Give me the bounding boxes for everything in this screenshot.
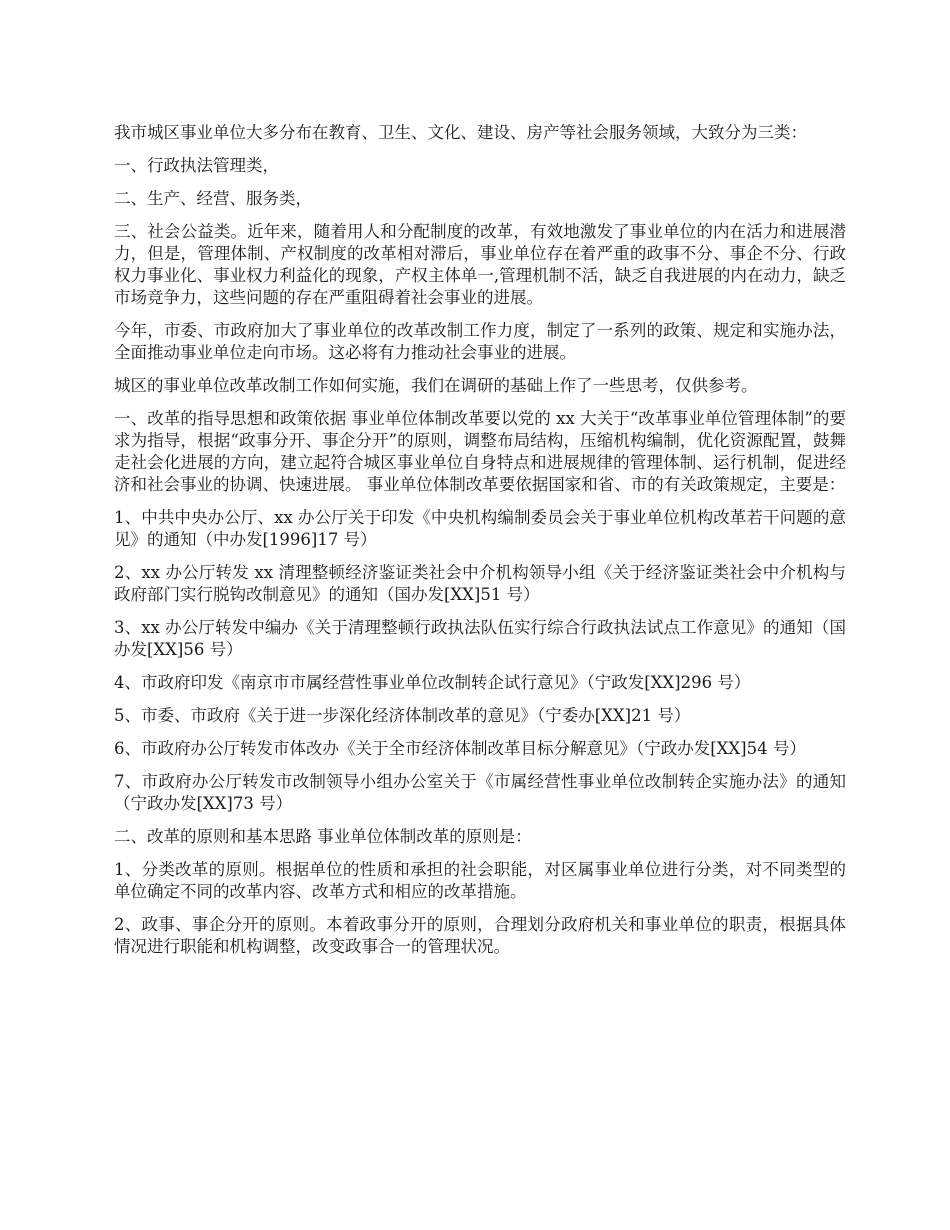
paragraph-policy-2: 2、xx 办公厅转发 xx 清理整顿经济鉴证类社会中介机构领导小组《关于经济鉴证类社会中介机构与政府部门实行脱钩改制意见》的通知（国办发[XX]51 号） — [114, 563, 846, 604]
paragraph-policy-3: 3、xx 办公厅转发中编办《关于清理整顿行政执法队伍实行综合行政执法试点工作意见》的通知（国办发[XX]56 号） — [114, 618, 846, 659]
paragraph-category-2: 二、生产、经营、服务类， — [114, 189, 312, 208]
paragraph-principles-heading: 二、改革的原则和基本思路 事业单位体制改革的原则是： — [114, 827, 532, 846]
paragraph-policy-4: 4、市政府印发《南京市市属经营性事业单位改制转企试行意见》（宁政发[XX]296 号） — [114, 673, 751, 692]
paragraph-policy-1: 1、中共中央办公厅、xx 办公厅关于印发《中央机构编制委员会关于事业单位机构改革若干问题的意见》的通知（中办发[1996]17 号） — [114, 508, 846, 549]
paragraph-reflection: 城区的事业单位改革改制工作如何实施，我们在调研的基础上作了一些思考，仅供参考。 — [114, 376, 758, 395]
paragraph-policy-7: 7、市政府办公厅转发市改制领导小组办公室关于《市属经营性事业单位改制转企实施办法》的通知（宁政办发[XX]73 号） — [114, 772, 846, 813]
paragraph-this-year: 今年，市委、市政府加大了事业单位的改革改制工作力度，制定了一系列的政策、规定和实施办法，全面推动事业单位走向市场。这必将有力推动社会事业的进展。 — [114, 321, 846, 362]
paragraph-intro: 我市城区事业单位大多分布在教育、卫生、文化、建设、房产等社会服务领域，大致分为三类： — [114, 123, 807, 142]
document-body — [114, 122, 846, 969]
paragraph-category-3: 三、社会公益类。近年来，随着用人和分配制度的改革，有效地激发了事业单位的内在活力和进展潜力，但是，管理体制、产权制度的改革相对滞后，事业单位存在着严重的政事不分、事企不分、行政权力事业化、事业权力利益化的现象，产权主体单一,管理机制不活，缺乏自我进展的内在动力，缺乏市场竞争力，这些问题的存在严重阻碍着社会事业的进展。 — [114, 222, 846, 307]
paragraph-policy-6: 6、市政府办公厅转发市体改办《关于全市经济体制改革目标分解意见》（宁政办发[XX]54 号） — [114, 739, 806, 758]
paragraph-policy-5: 5、市委、市政府《关于进一步深化经济体制改革的意见》（宁委办[XX]21 号） — [114, 706, 691, 725]
paragraph-guiding-thought: 一、改革的指导思想和政策依据 事业单位体制改革要以党的 xx 大关于“改革事业单位管理体制”的要求为指导，根据“政事分开、事企分开”的原则，调整布局结构，压缩机构编制，优化资源配置，鼓舞走社会化进展的方向，建立起符合城区事业单位自身特点和进展规律的管理体制、运行机制，促进经济和社会事业的协调、快速进展。 事业单位体制改革要依据国家和省、市的有关政策规定，主要是： — [114, 409, 846, 494]
paragraph-principle-1: 1、分类改革的原则。根据单位的性质和承担的社会职能，对区属事业单位进行分类，对不同类型的单位确定不同的改革内容、改革方式和相应的改革措施。 — [114, 860, 846, 901]
paragraph-principle-2: 2、政事、事企分开的原则。本着政事分开的原则，合理划分政府机关和事业单位的职责，根据具体情况进行职能和机构调整，改变政事合一的管理状况。 — [114, 915, 846, 956]
paragraph-category-1: 一、行政执法管理类， — [114, 156, 279, 175]
